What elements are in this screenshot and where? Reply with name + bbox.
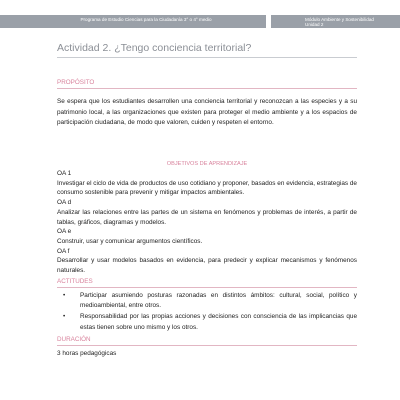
- header-unit-text: Unidad 2: [305, 21, 324, 27]
- attitude-text: Participar asumiendo posturas razonadas en distintos ámbitos: cultural, social, político y medioambiental, entre otros.: [80, 292, 357, 310]
- attitude-item: [57, 291, 357, 312]
- activity-title: Actividad 2. ¿Tengo conciencia territorial?: [57, 42, 252, 54]
- attitude-text: Responsabilidad por las propias acciones y decisiones con consciencia de las implicancias que estas tienen sobre uno mismo y los otros.: [80, 313, 357, 331]
- objective-code: OA d: [57, 199, 72, 207]
- objective-text: Analizar las relaciones entre las partes de un sistema en fenómenos y problemas de interés, a partir de tablas, gráficos, diagramas y modelos.: [57, 208, 357, 226]
- objective-text: Investigar el ciclo de vida de productos de uso cotidiano y proponer, basados en evidencia, estrategias de consumo sostenible para prevenir y mitigar impactos ambientales.: [57, 179, 357, 197]
- objective-code: OA e: [57, 228, 72, 236]
- attitudes-heading: ACTITUDES: [57, 278, 93, 285]
- attitudes-list: [57, 291, 357, 334]
- header-program-text: Programa de Estudio Ciencias para la Ciudadanía 3° o 4° medio: [80, 16, 212, 22]
- bullet-icon: •: [63, 313, 66, 321]
- objective-code: OA f: [57, 247, 70, 255]
- objectives-heading: OBJETIVOS DE APRENDIZAJE: [166, 161, 248, 167]
- attitudes-divider: [57, 287, 357, 288]
- bullet-icon: •: [63, 292, 66, 299]
- duration-divider: [57, 345, 357, 346]
- objective-text: Construir, usar y comunicar argumentos científicos.: [57, 237, 203, 245]
- purpose-heading: PROPÓSITO: [57, 79, 95, 86]
- duration-heading: DURACIÓN: [57, 336, 91, 343]
- objectives-list: [57, 169, 357, 276]
- purpose-divider: [57, 88, 357, 89]
- title-divider: [57, 57, 357, 58]
- objective-text: Desarrollar y usar modelos basados en evidencia, para predecir y explicar mecanismos y fenómenos naturales.: [57, 257, 357, 275]
- duration-text: 3 horas pedagógicas: [57, 350, 117, 357]
- header-subject-text: Módulo Ambiente y Sostenibilidad: [305, 16, 374, 22]
- attitude-item: [57, 312, 357, 333]
- objective-code: OA 1: [57, 170, 72, 177]
- purpose-text: Se espera que los estudiantes desarrollen una conciencia territorial y reconozcan a las especies y a su patrimonio local, a las organizaciones que existen para proteger el medio ambiente y a los espacios de participación ciudadana, de modo que valoren, cuiden y respeten el entorno.: [57, 98, 357, 126]
- header-program-bar: [0, 15, 266, 28]
- header-subject-bar: [271, 15, 400, 28]
